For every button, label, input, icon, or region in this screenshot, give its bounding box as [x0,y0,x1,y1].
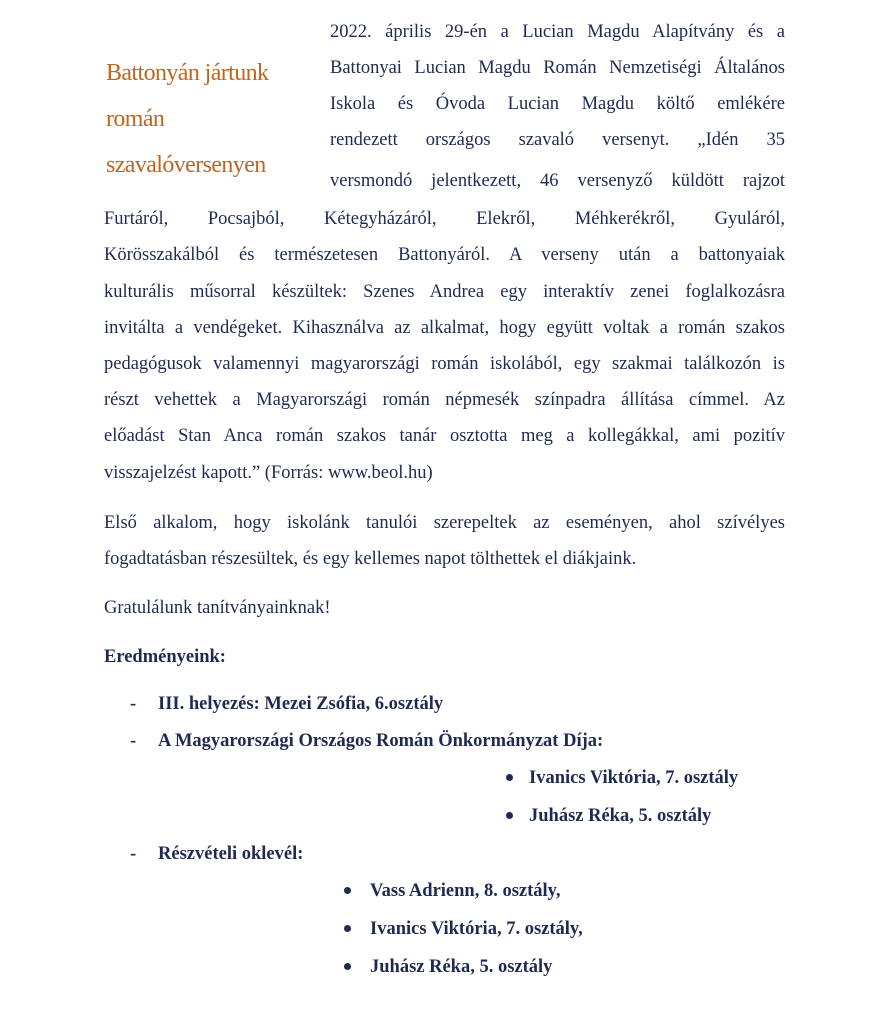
bullet-icon [344,925,351,932]
winner-item: Juhász Réka, 5. osztály [370,957,553,977]
result-label: III. helyezés: Mezei Zsófia, 6.osztály [158,694,444,714]
body-line: invitálta a vendégeket. Kihasználva az alkalmat, hogy együtt voltak a román szakos [104,318,785,338]
title-line: szavalóversenyen [106,152,266,178]
paragraph-line: Első alkalom, hogy iskolánk tanulói szerepeltek az eseményen, ahol szívélyes [104,513,785,533]
title-line: Battonyán jártunk [106,60,269,86]
congrats-text: Gratulálunk tanítványainknak! [104,598,331,618]
winner-item: Juhász Réka, 5. osztály [529,806,712,826]
bullet-icon [506,812,513,819]
bullet-icon [344,963,351,970]
intro-line: 2022. április 29-én a Lucian Magdu Alapítvány és a [330,22,785,42]
intro-line: versmondó jelentkezett, 46 versenyző küldött rajzot [330,171,785,191]
bullet-icon [344,887,351,894]
body-line: előadást Stan Anca román szakos tanár osztotta meg a kollegákkal, ami pozitív [104,426,785,446]
body-line: Körösszakálból és természetesen Battonyáról. A verseny után a battonyaiak [104,245,785,265]
list-dash: - [130,844,137,864]
body-line: pedagógusok valamennyi magyarországi román iskolából, egy szakmai találkozón is [104,354,785,374]
body-line: kulturális műsorral készültek: Szenes Andrea egy interaktív zenei foglalkozásra [104,282,785,302]
article-title [106,50,321,188]
intro-line: Iskola és Óvoda Lucian Magdu költő emlékére [330,94,785,114]
result-label: Részvételi oklevél: [158,844,304,864]
winner-item: Ivanics Viktória, 7. osztály [529,768,739,788]
paragraph-line: fogadtatásban részesültek, és egy kellemes napot tölthettek el diákjaink. [104,549,637,569]
bullet-icon [506,774,513,781]
result-label: A Magyarországi Országos Román Önkormányzat Díja: [158,731,604,751]
results-heading: Eredményeink: [104,647,226,667]
intro-line: rendezett országos szavaló versenyt. „Idén 35 [330,130,785,150]
intro-line: Battonyai Lucian Magdu Román Nemzetiségi Általános [330,58,785,78]
body-line: Furtáról, Pocsajból, Kétegyházáról, Elekről, Méhkerékről, Gyuláról, [104,209,785,229]
winner-item: Ivanics Viktória, 7. osztály, [370,919,583,939]
title-line: román [106,106,165,132]
list-dash: - [130,694,137,714]
body-line: részt vehettek a Magyarországi román népmesék színpadra állítása címmel. Az [104,390,785,410]
list-dash: - [130,731,137,751]
winner-item: Vass Adrienn, 8. osztály, [370,881,561,901]
body-line: visszajelzést kapott.” (Forrás: www.beol.hu) [104,463,433,483]
